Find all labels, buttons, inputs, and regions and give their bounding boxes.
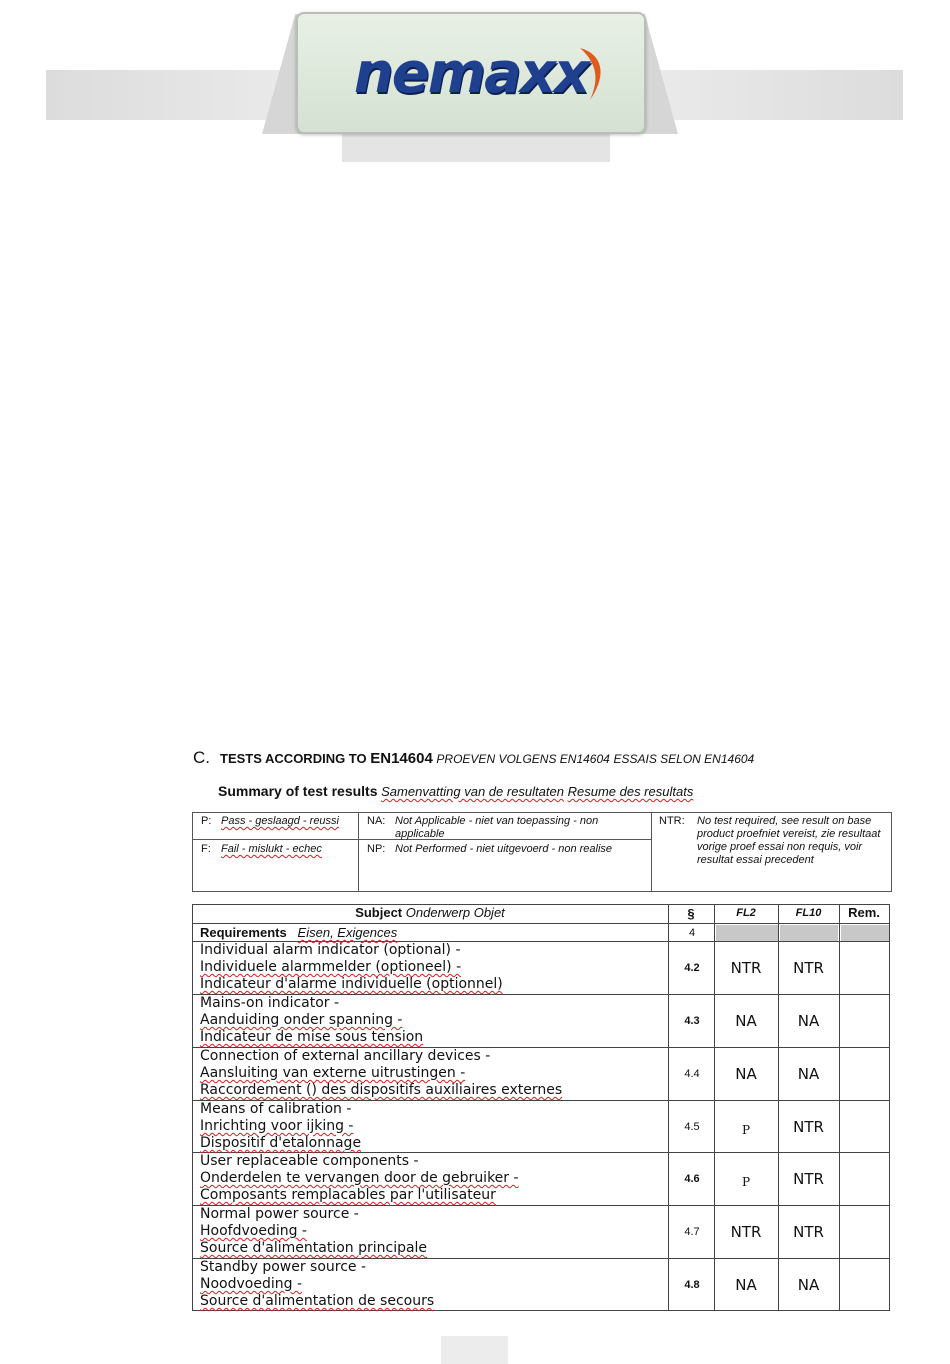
section-title-nl: PROEVEN VOLGENS EN14604 (436, 752, 610, 766)
row-text-en: Standby power source - (200, 1259, 367, 1275)
summary-heading (218, 783, 693, 799)
header-fl10: FL10 (795, 907, 822, 919)
shaded-cell (780, 925, 838, 941)
legend-box (192, 812, 892, 892)
row-result-fl2: NA (735, 1012, 757, 1030)
header-subject: Subject Onderwerp Objet (355, 905, 505, 920)
row-result-fl2: NA (735, 1276, 757, 1294)
summary-label: Summary of test results (218, 783, 378, 799)
row-text-fr: Dispositif d'etalonnage (200, 1135, 362, 1151)
row-result-fl10: NTR (793, 1223, 824, 1241)
row-text-nl: Onderdelen te vervangen door de gebruiker - (200, 1170, 519, 1186)
legend-na-text: Not Applicable - niet van toepassing - non applicable (395, 815, 599, 840)
header-section: § (687, 906, 695, 921)
row-section: 4.4 (684, 1068, 700, 1080)
page-number-tab (441, 1336, 508, 1364)
row-result-fl10: NTR (793, 1118, 824, 1136)
row-text-fr: Source d'alimentation de secours (200, 1293, 435, 1309)
section-letter: C. (193, 748, 210, 767)
row-section: 4.8 (684, 1279, 700, 1291)
legend-np-text: Not Performed - niet uitgevoerd - non realise (395, 843, 613, 855)
row-result-fl10: NA (797, 1276, 820, 1294)
row-result-fl2: P (741, 1175, 751, 1189)
summary-nl: Samenvatting van de resultaten (381, 784, 564, 799)
shaded-cell (841, 925, 889, 941)
row-result-fl2: NTR (730, 1223, 762, 1241)
row-result-fl10: NTR (793, 959, 824, 977)
section-heading (193, 748, 754, 768)
row-text-nl: Individuele alarmmelder (optioneel) - (200, 959, 462, 975)
row-result-fl2: NA (735, 1065, 757, 1083)
shaded-cell (716, 925, 778, 941)
legend-p-text: Pass - geslaagd - reussi (221, 815, 339, 827)
section-title-fr: ESSAIS SELON EN14604 (613, 752, 755, 766)
legend-ntr-text: No test required, see result on base product proefniet vereist, zie resultaat vorige proef essai non requis, voir resultat essai precedent (697, 815, 881, 866)
row-text-fr: Indicateur d'alarme individuelle (optionnel) (200, 976, 503, 992)
row-result-fl10: NA (797, 1065, 820, 1083)
row-result-fl10: NTR (793, 1170, 824, 1188)
table-row (200, 1048, 562, 1099)
row-result-fl10: NA (797, 1012, 820, 1030)
row-text-en: Normal power source - (200, 1206, 359, 1222)
header-rem: Rem. (848, 905, 880, 920)
table-row (200, 1153, 519, 1204)
row-text-en: User replaceable components - (200, 1153, 419, 1169)
legend-np-code: NP: (367, 843, 386, 855)
row-text-nl: Hoofdvoeding - (200, 1223, 307, 1239)
logo-swoosh-icon (578, 44, 608, 104)
row-text-en: Means of calibration - (200, 1101, 352, 1117)
requirements-section: 4 (688, 927, 696, 939)
section-title-en: TESTS ACCORDING TO (220, 751, 371, 766)
legend-na-code: NA: (367, 815, 386, 827)
row-text-nl: Inrichting voor ijking - (200, 1118, 354, 1134)
logo-text: nemaxx (353, 40, 589, 106)
header-fl2: FL2 (736, 907, 756, 919)
row-text-fr: Composants remplacables par l'utilisateur (200, 1187, 496, 1203)
table-row (200, 995, 423, 1046)
brand-logo (296, 12, 646, 134)
legend-p-code: P: (201, 815, 212, 827)
row-text-nl: Noodvoeding - (200, 1276, 302, 1292)
section-title-std: EN14604 (370, 750, 433, 767)
row-section: 4.6 (684, 1173, 700, 1185)
requirements-row: Requirements Eisen, Exigences (200, 925, 398, 940)
results-table (192, 904, 890, 1311)
row-text-fr: Source d'alimentation principale (200, 1240, 428, 1256)
legend-f-text: Fail - mislukt - echec (221, 843, 322, 855)
row-result-fl2: P (741, 1123, 751, 1137)
row-section: 4.7 (684, 1226, 700, 1238)
table-row (200, 942, 503, 993)
legend-f-code: F: (201, 843, 211, 855)
row-text-fr: Raccordement () des dispositifs auxiliaires externes (200, 1082, 563, 1098)
table-row (200, 1101, 361, 1152)
row-text-fr: Indicateur de mise sous tension (200, 1029, 424, 1045)
row-text-nl: Aanduiding onder spanning - (200, 1012, 403, 1028)
legend-ntr-code: NTR: (659, 815, 685, 827)
row-text-en: Mains-on indicator - (200, 995, 340, 1011)
row-text-en: Individual alarm indicator (optional) - (200, 942, 461, 958)
table-row (200, 1206, 427, 1257)
row-section: 4.3 (684, 1015, 700, 1027)
row-result-fl2: NTR (730, 959, 762, 977)
summary-fr: Resume des resultats (567, 784, 694, 799)
row-text-nl: Aansluiting van externe uitrustingen - (200, 1065, 466, 1081)
row-section: 4.5 (684, 1121, 700, 1133)
row-text-en: Connection of external ancillary devices - (200, 1048, 491, 1064)
row-section: 4.2 (684, 962, 700, 974)
table-row (200, 1259, 434, 1310)
